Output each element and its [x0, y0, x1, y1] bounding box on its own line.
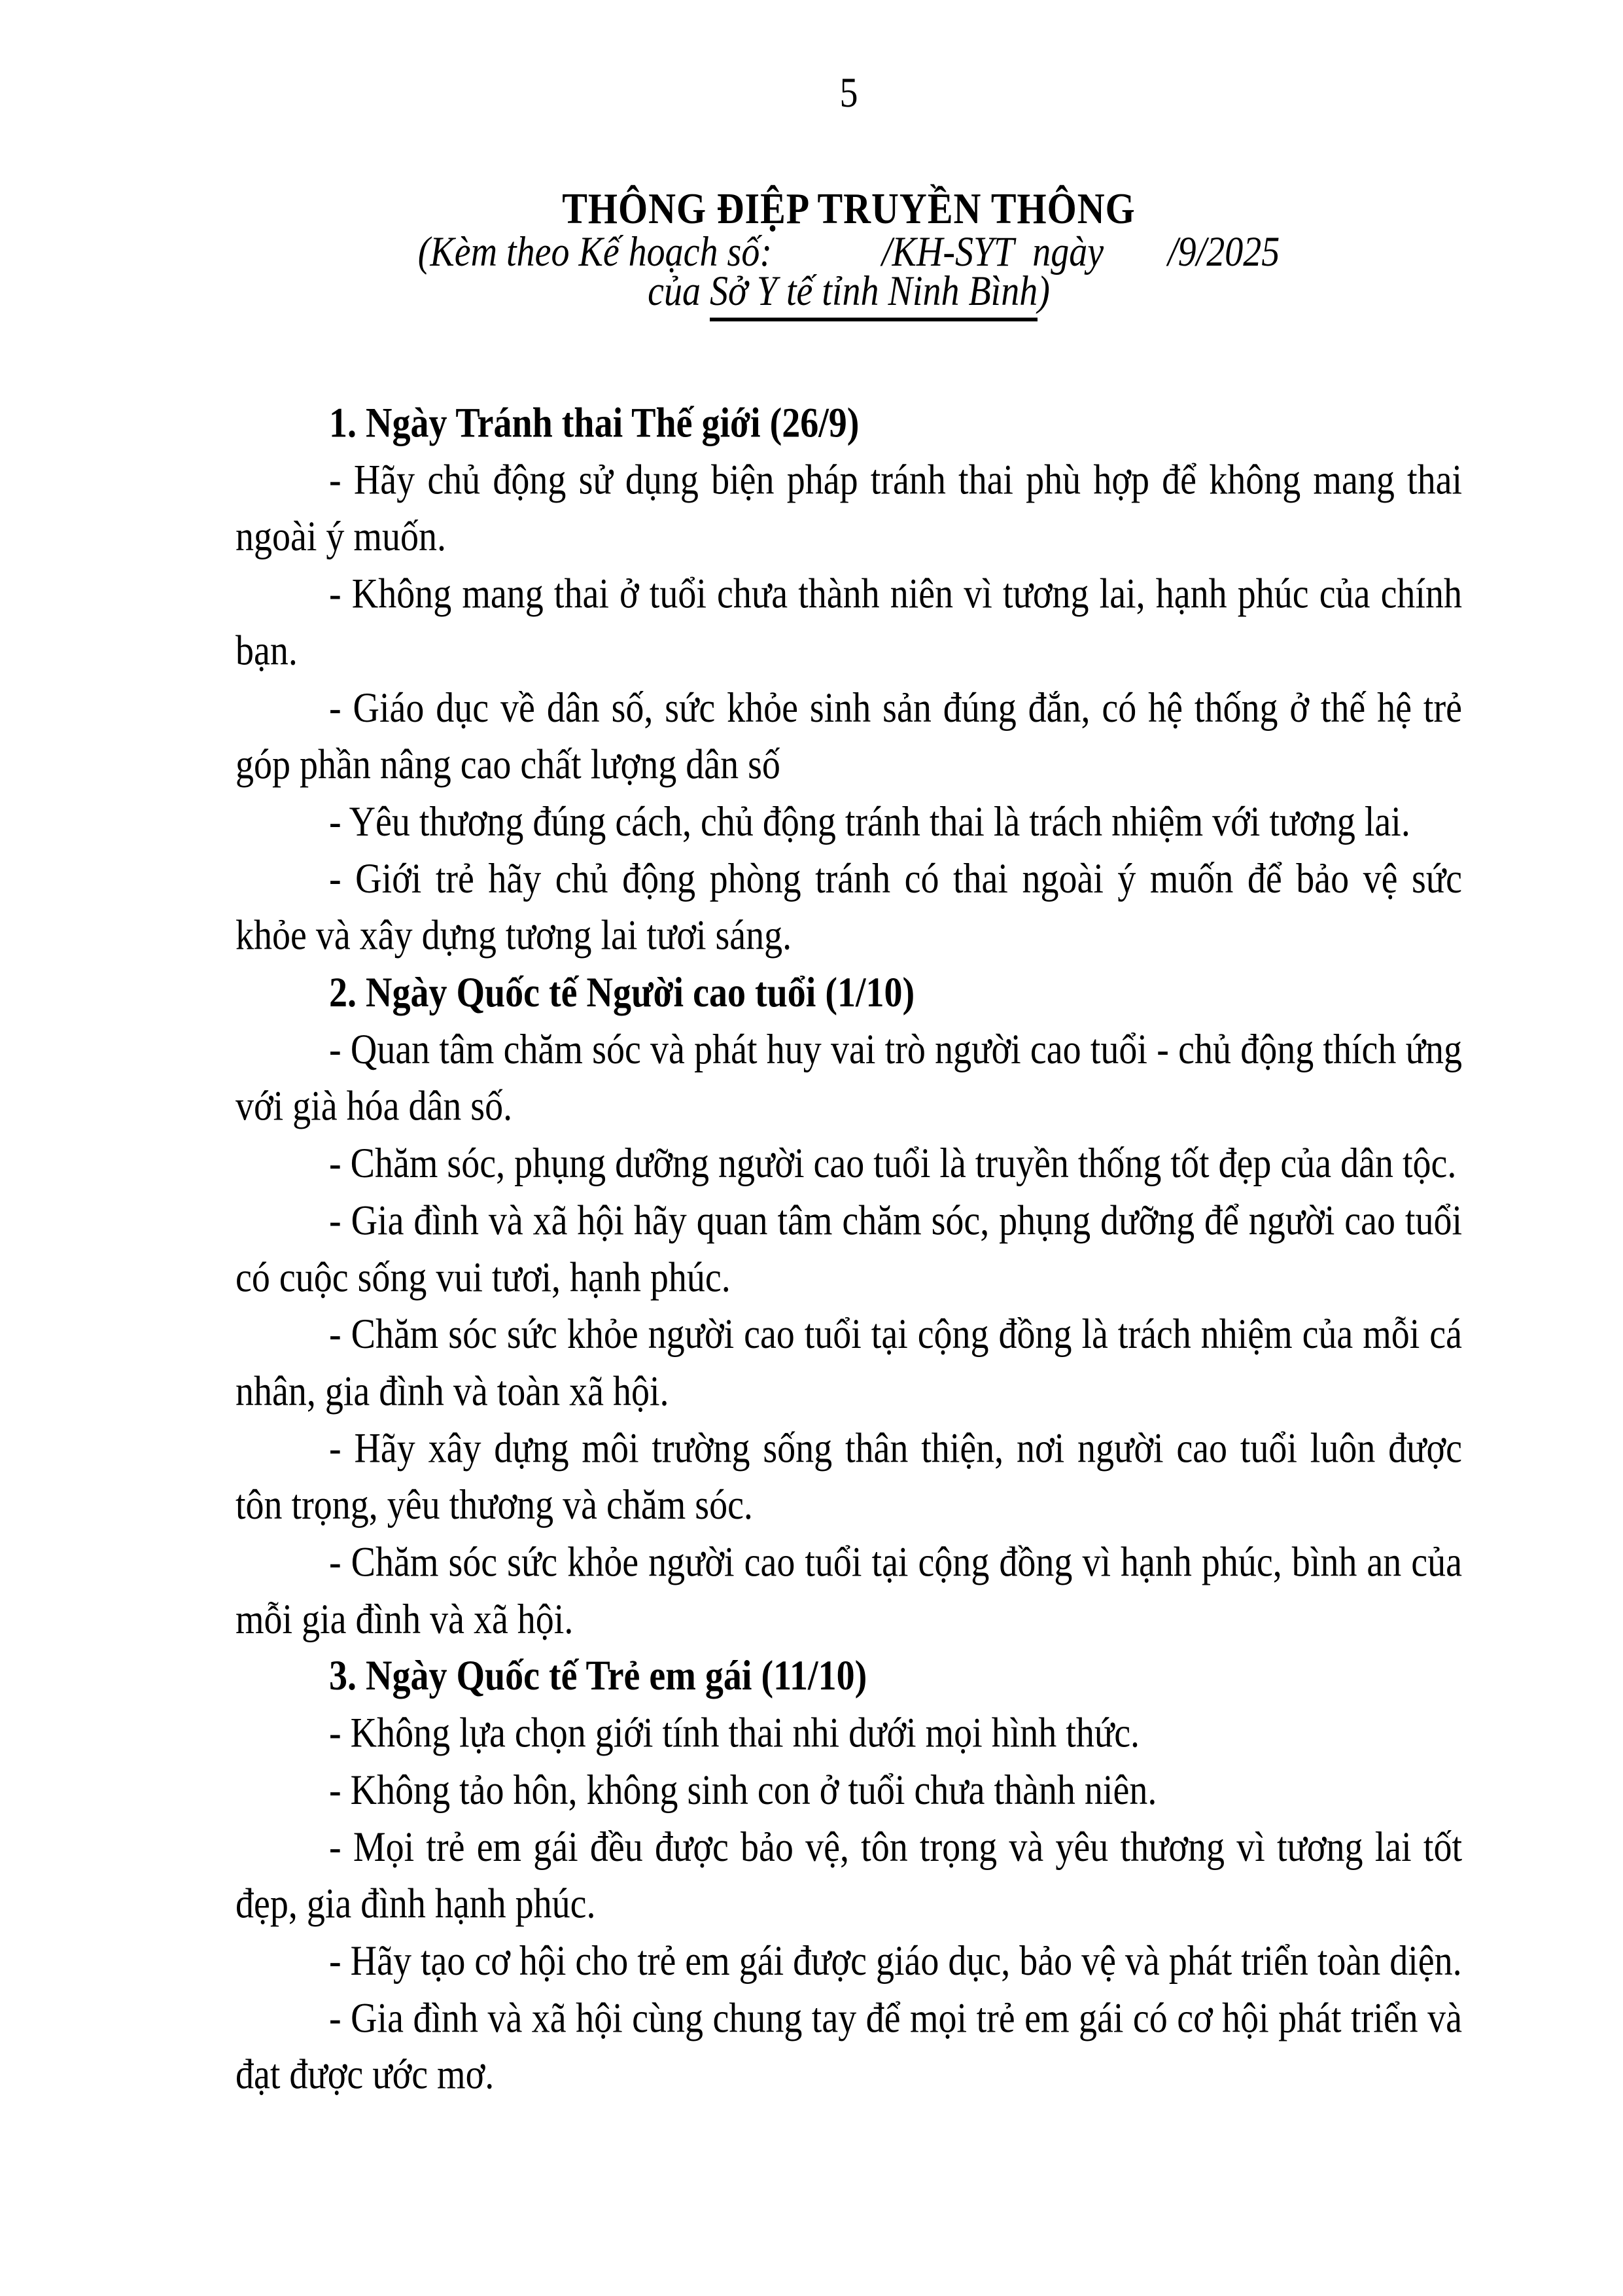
section-heading-1: 1. Ngày Tránh thai Thế giới (26/9) [329, 399, 860, 447]
message-paragraph: - Giới trẻ hãy chủ động phòng tránh có thai ngoài ý muốn để bảo vệ sức khỏe và xây dựng tương lai tươi sáng. [236, 855, 1462, 959]
section-heading-3: 3. Ngày Quốc tế Trẻ em gái (11/10) [329, 1653, 867, 1700]
document-body [236, 395, 1462, 2104]
subtitle-prefix: của [648, 268, 710, 315]
message-paragraph: - Chăm sóc sức khỏe người cao tuổi tại cộng đồng vì hạnh phúc, bình an của mỗi gia đình và xã hội. [236, 1539, 1462, 1643]
section-heading-2: 2. Ngày Quốc tế Người cao tuổi (1/10) [329, 969, 915, 1016]
subtitle-line-1: (Kèm theo Kế hoạch số: /KH-SYT ngày /9/2025 [417, 228, 1280, 275]
message-paragraph: - Chăm sóc sức khỏe người cao tuổi tại cộng đồng là trách nhiệm của mỗi cá nhân, gia đình và toàn xã hội. [236, 1311, 1462, 1415]
page-number: 5 [839, 69, 858, 116]
message-paragraph: - Giáo dục về dân số, sức khỏe sinh sản đúng đắn, có hệ thống ở thế hệ trẻ góp phần nâng cao chất lượng dân số [236, 684, 1462, 788]
message-paragraph: - Yêu thương đúng cách, chủ động tránh thai là trách nhiệm với tương lai. [329, 798, 1410, 845]
message-paragraph: - Không lựa chọn giới tính thai nhi dưới mọi hình thức. [329, 1710, 1140, 1757]
message-paragraph: - Quan tâm chăm sóc và phát huy vai trò người cao tuổi - chủ động thích ứng với già hóa dân số. [236, 1026, 1462, 1130]
message-paragraph: - Không mang thai ở tuổi chưa thành niên vì tương lai, hạnh phúc của chính bạn. [236, 571, 1462, 675]
message-paragraph: - Hãy xây dựng môi trường sống thân thiện, nơi người cao tuổi luôn được tôn trọng, yêu thương và chăm sóc. [236, 1424, 1462, 1529]
message-paragraph: - Hãy tạo cơ hội cho trẻ em gái được giáo dục, bảo vệ và phát triển toàn diện. [329, 1937, 1462, 1985]
underlined-org-name: Sở Y tế tỉnh Ninh Bình [710, 268, 1038, 322]
message-paragraph: - Gia đình và xã hội cùng chung tay để mọi trẻ em gái có cơ hội phát triển và đạt được ước mơ. [236, 1994, 1462, 2098]
message-paragraph: - Chăm sóc, phụng dưỡng người cao tuổi là truyền thống tốt đẹp của dân tộc. [329, 1140, 1457, 1187]
message-paragraph: - Mọi trẻ em gái đều được bảo vệ, tôn trọng và yêu thương vì tương lai tốt đẹp, gia đình hạnh phúc. [236, 1824, 1462, 1928]
document-title: THÔNG ĐIỆP TRUYỀN THÔNG [562, 184, 1136, 234]
message-paragraph: - Gia đình và xã hội hãy quan tâm chăm sóc, phụng dưỡng để người cao tuổi có cuộc sống vui tươi, hạnh phúc. [236, 1197, 1462, 1301]
message-paragraph: - Hãy chủ động sử dụng biện pháp tránh thai phù hợp để không mang thai ngoài ý muốn. [236, 456, 1462, 561]
message-paragraph: - Không tảo hôn, không sinh con ở tuổi chưa thành niên. [329, 1767, 1157, 1814]
subtitle-suffix: ) [1038, 268, 1050, 315]
subtitle-line-2 [236, 268, 1462, 315]
